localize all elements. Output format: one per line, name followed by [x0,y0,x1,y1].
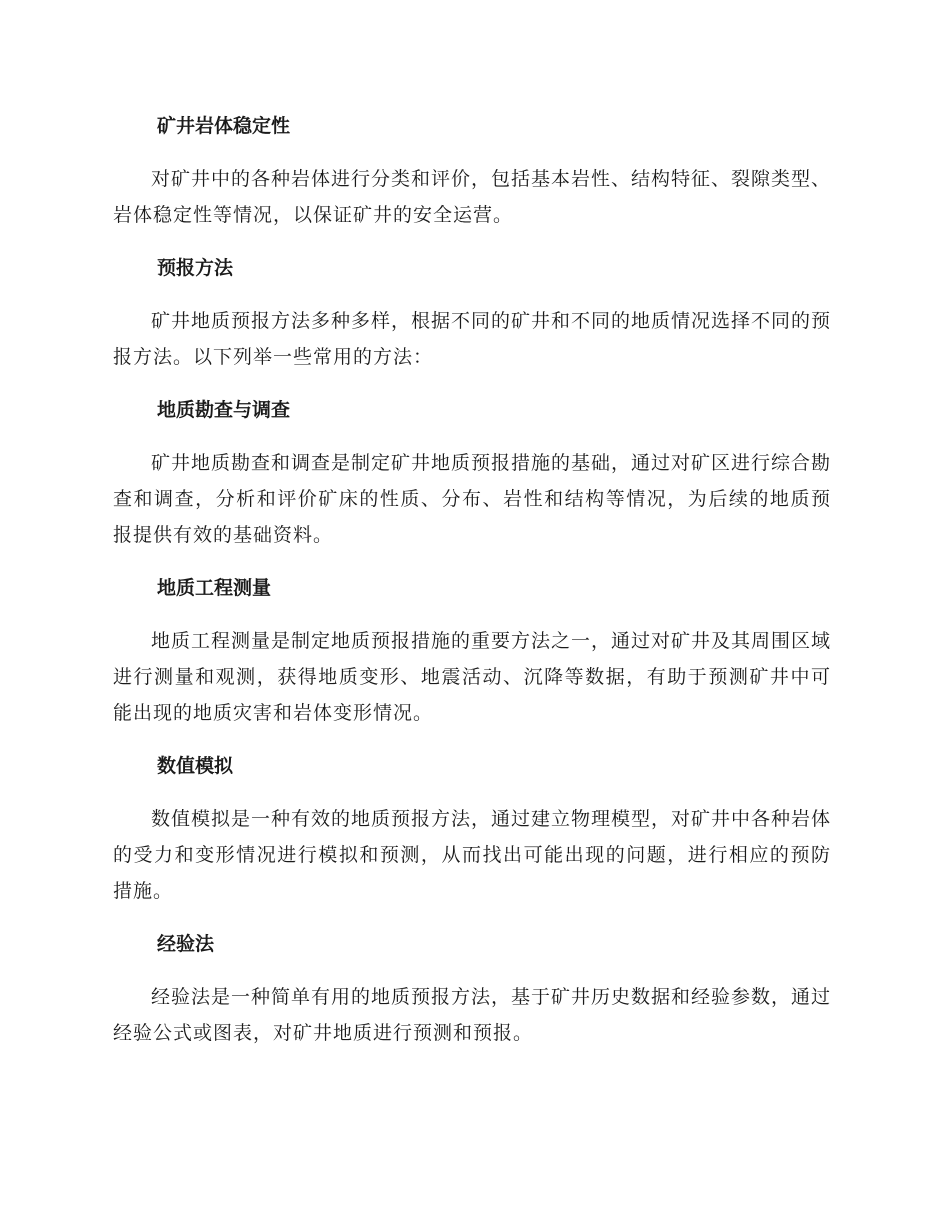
section-empirical-method [113,926,831,1051]
section-paragraph: 矿井地质预报方法多种多样，根据不同的矿井和不同的地质情况选择不同的预报方法。以下列举一些常用的方法： [113,310,832,368]
section-paragraph: 矿井地质勘查和调查是制定矿井地质预报措施的基础，通过对矿区进行综合勘查和调查，分析和评价矿床的性质、分布、岩性和结构等情况，为后续的地质预报提供有效的基础资料。 [113,452,832,546]
section-geological-survey [113,392,831,553]
section-rock-stability [113,108,831,233]
document-body [113,108,831,1068]
section-engineering-measurement [113,570,831,731]
section-heading: 地质工程测量 [157,577,272,599]
section-heading: 预报方法 [157,257,234,279]
section-heading: 数值模拟 [157,755,234,777]
section-numerical-simulation [113,748,831,909]
section-heading: 经验法 [157,933,215,955]
section-paragraph: 经验法是一种简单有用的地质预报方法，基于矿井历史数据和经验参数，通过经验公式或图表，对矿井地质进行预测和预报。 [113,986,832,1044]
section-heading: 地质勘查与调查 [157,399,291,421]
section-paragraph: 地质工程测量是制定地质预报措施的重要方法之一，通过对矿井及其周围区域进行测量和观测，获得地质变形、地震活动、沉降等数据，有助于预测矿井中可能出现的地质灾害和岩体变形情况。 [113,630,832,724]
section-paragraph: 对矿井中的各种岩体进行分类和评价，包括基本岩性、结构特征、裂隙类型、岩体稳定性等情况，以保证矿井的安全运营。 [113,168,832,226]
section-paragraph: 数值模拟是一种有效的地质预报方法，通过建立物理模型，对矿井中各种岩体的受力和变形情况进行模拟和预测，从而找出可能出现的问题，进行相应的预防措施。 [113,808,832,902]
section-heading: 矿井岩体稳定性 [157,115,291,137]
section-forecast-methods [113,250,831,375]
